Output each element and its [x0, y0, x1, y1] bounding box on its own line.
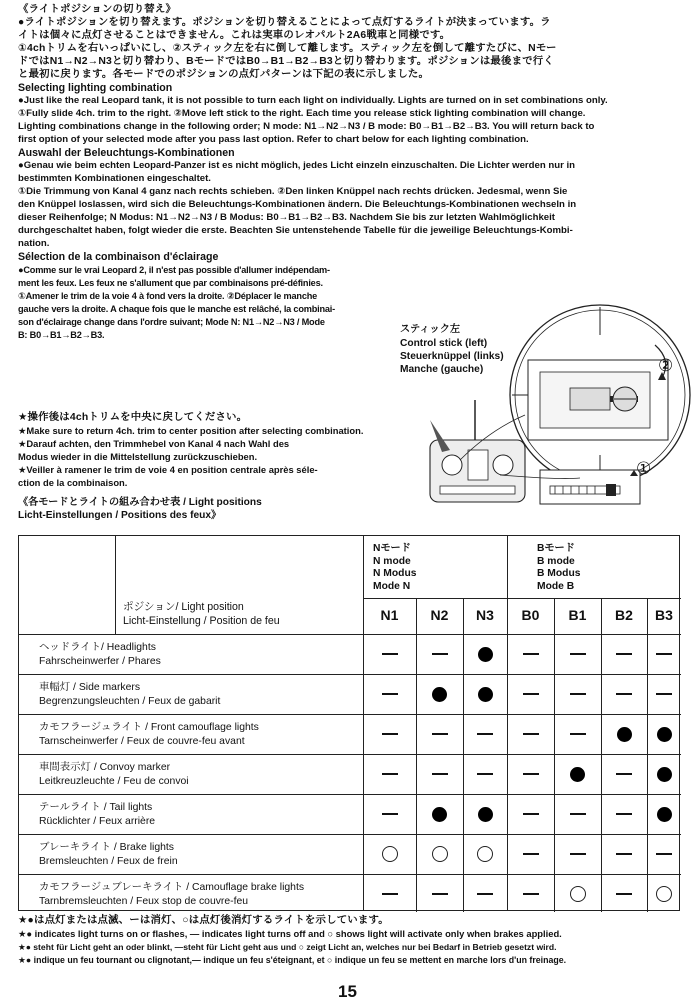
- light-off-mark: [382, 813, 398, 815]
- fr-line-2: ment les feux. Les feux ne s'allument que par combinaisons pré-définies.: [18, 278, 323, 288]
- light-off-mark: [523, 773, 539, 775]
- step-number-1: ①: [636, 459, 652, 478]
- row-label: [39, 721, 259, 748]
- de-line-3: ①Die Trimmung von Kanal 4 ganz nach rechts schieben. ②Den linken Knüppel nach rechts drücken. Jedesmal, wenn Sie: [18, 186, 568, 197]
- row-label-secondary: Tarnscheinwerfer / Feux de couvre-feu avant: [39, 735, 245, 747]
- row-label-primary: ブレーキライト / Brake lights: [39, 842, 174, 853]
- brake-activate-mark: [432, 846, 448, 862]
- b-mode-header: [537, 543, 580, 593]
- row-label: [39, 881, 304, 908]
- table-cell: [601, 634, 647, 674]
- row-label: [39, 681, 220, 708]
- table-cell: [554, 674, 601, 714]
- column-header-n1: N1: [380, 607, 399, 623]
- table-cell: [416, 794, 463, 834]
- table-cell: [363, 794, 416, 834]
- light-positions-table: [18, 535, 680, 911]
- fr-line-1: ●Comme sur le vrai Leopard 2, il n'est pas possible d'allumer indépendam-: [18, 265, 330, 275]
- table-cell: [416, 754, 463, 794]
- jp-line-5: と最初に戻ります。各モードでのポジションの点灯パターンは下記の表に示しました。: [18, 69, 430, 80]
- table-cell: [416, 714, 463, 754]
- light-off-mark: [477, 893, 493, 895]
- light-off-mark: [523, 893, 539, 895]
- table-cell: [647, 834, 681, 874]
- table-cell: [507, 794, 554, 834]
- grid-hline-mode: [363, 598, 681, 599]
- table-cell: [647, 714, 681, 754]
- table-cell: [363, 834, 416, 874]
- light-on-mark: [657, 807, 672, 822]
- table-cell: [463, 754, 507, 794]
- light-on-mark: [432, 807, 447, 822]
- de-line-5: dieser Reihenfolge; N Modus: N1→N2→N3 / B Modus: B0→B1→B2→B3. Nachdem Sie bis zur letzten Wahlmöglichkeit: [18, 212, 555, 223]
- table-title-1: 《各モードとライトの組み合わせ表 / Light positions: [18, 497, 262, 508]
- table-cell: [507, 874, 554, 914]
- grid-hline-header-stub: [19, 634, 115, 635]
- brake-activate-mark: [656, 886, 672, 902]
- light-off-mark: [382, 733, 398, 735]
- table-cell: [463, 834, 507, 874]
- light-off-mark: [570, 733, 586, 735]
- position-header-jp: ポジション/ Light position: [123, 601, 244, 613]
- light-off-mark: [382, 893, 398, 895]
- table-cell: [363, 714, 416, 754]
- light-off-mark: [570, 693, 586, 695]
- table-cell: [601, 834, 647, 874]
- n-mode-fr: Mode N: [373, 580, 411, 592]
- n-mode-en: N mode: [373, 555, 411, 567]
- left-stick-gimbal: [442, 455, 462, 475]
- row-label-primary: テールライト / Tail lights: [39, 802, 153, 813]
- table-cell: [554, 874, 601, 914]
- note-en: ★Make sure to return 4ch. trim to center position after selecting combination.: [18, 425, 364, 436]
- light-off-mark: [477, 773, 493, 775]
- table-cell: [647, 874, 681, 914]
- table-cell: [647, 754, 681, 794]
- light-off-mark: [523, 733, 539, 735]
- b-mode-de: B Modus: [537, 568, 581, 579]
- table-cell: [601, 714, 647, 754]
- n-mode-jp: Nモード: [373, 543, 411, 554]
- note-de-1: ★Darauf achten, den Trimmhebel von Kanal 4 nach Wahl des: [18, 438, 290, 449]
- stick-label-jp: スティック左: [400, 324, 461, 335]
- light-off-mark: [616, 853, 632, 855]
- table-cell: [507, 714, 554, 754]
- table-cell: [463, 714, 507, 754]
- row-label-secondary: Rücklichter / Feux arrière: [39, 815, 156, 827]
- table-cell: [507, 674, 554, 714]
- de-line-2: bestimmten Kombinationen eingeschaltet.: [18, 173, 211, 184]
- light-on-mark: [657, 727, 672, 742]
- row-label: [39, 761, 189, 788]
- trim-knob: [606, 484, 616, 496]
- table-cell: [554, 834, 601, 874]
- row-label-primary: カモフラージュブレーキライト / Camouflage brake lights: [39, 882, 305, 893]
- de-line-6: durchgeschaltet haben, folgt wieder die erste. Beachten Sie untenstehende Tabelle für die jeweilige Beleuchtungs-Kombi-: [18, 225, 573, 236]
- table-cell: [507, 834, 554, 874]
- light-off-mark: [432, 773, 448, 775]
- de-line-4: den Knüppel loslassen, wird sich die Beleuchtungs-Kombinationen ändern. Die Beleuchtungs-Kombinationen wechseln in: [18, 199, 577, 210]
- light-off-mark: [616, 773, 632, 775]
- table-cell: [554, 754, 601, 794]
- light-off-mark: [570, 853, 586, 855]
- fr-line-3: ①Amener le trim de la voie 4 à fond vers la droite. ②Déplacer le manche: [18, 291, 318, 301]
- de-heading: Auswahl der Beleuchtungs-Kombinationen: [18, 147, 235, 159]
- stick-base: [570, 388, 610, 410]
- table-cell: [647, 674, 681, 714]
- light-on-mark: [478, 687, 493, 702]
- jp-heading: 《ライトポジションの切り替え》: [18, 4, 177, 15]
- row-label-primary: カモフラージュライト / Front camouflage lights: [39, 722, 259, 733]
- n-mode-header: [373, 543, 416, 593]
- brake-activate-mark: [570, 886, 586, 902]
- column-header-n3: N3: [476, 607, 494, 623]
- light-off-mark: [432, 893, 448, 895]
- b-mode-en: B mode: [537, 555, 575, 567]
- fr-line-5: son d'éclairage change dans l'ordre suivant; Mode N: N1→N2→N3 / Mode: [18, 317, 325, 327]
- center-display: [468, 450, 488, 480]
- stick-label-en: Control stick (left): [400, 338, 488, 349]
- table-cell: [601, 754, 647, 794]
- en-line-2: ①Fully slide 4ch. trim to the right. ②Move left stick to the right. Each time you release stick lighting combination will change.: [18, 108, 586, 119]
- legend-en: ★● indicates light turns on or flashes, — indicates light turns off and ○ shows light will activate only when brakes applied.: [18, 928, 562, 939]
- legend-jp: ★●は点灯または点滅、ーは消灯、○は点灯後消灯するライトを示しています。: [18, 915, 389, 926]
- note-jp: ★操作後は4chトリムを中央に戻してください。: [18, 412, 248, 423]
- row-label-secondary: Tarnbremsleuchten / Feux stop de couvre-feu: [39, 895, 249, 907]
- table-cell: [601, 794, 647, 834]
- table-cell: [647, 634, 681, 674]
- light-off-mark: [656, 693, 672, 695]
- table-cell: [554, 714, 601, 754]
- transmitter-illustration: [400, 300, 700, 510]
- light-off-mark: [432, 733, 448, 735]
- table-cell: [463, 674, 507, 714]
- jp-line-4: ドではN1→N2→N3と切り替わり、BモードではB0→B1→B2→B3と切り替わります。ポジションは最後まで行く: [18, 56, 554, 67]
- row-label-primary: 車間表示灯 / Convoy marker: [39, 762, 171, 773]
- note-fr-1: ★Veiller à ramener le trim de voie 4 en position centrale après séle-: [18, 464, 318, 475]
- light-off-mark: [523, 653, 539, 655]
- table-cell: [507, 634, 554, 674]
- fr-line-6: B: B0→B1→B2→B3.: [18, 330, 105, 340]
- step-number-2: ②: [658, 356, 674, 375]
- table-cell: [416, 874, 463, 914]
- light-off-mark: [382, 773, 398, 775]
- table-title-2: Licht-Einstellungen / Positions des feux》: [18, 510, 222, 521]
- column-header-b1: B1: [568, 607, 587, 623]
- light-off-mark: [382, 653, 398, 655]
- table-cell: [463, 794, 507, 834]
- row-label-primary: 車幅灯 / Side markers: [39, 682, 141, 693]
- light-on-mark: [657, 767, 672, 782]
- light-on-mark: [617, 727, 632, 742]
- de-line-7: nation.: [18, 238, 50, 249]
- table-cell: [416, 674, 463, 714]
- note-de-2: Modus wieder in die Mittelstellung zurückzuschieben.: [18, 451, 258, 462]
- light-on-mark: [432, 687, 447, 702]
- light-off-mark: [570, 813, 586, 815]
- table-cell: [363, 634, 416, 674]
- table-cell: [363, 674, 416, 714]
- legend-de: ★● steht für Licht geht an oder blinkt, —steht für Licht geht aus und ○ zeigt Licht an, welches nur bei Bedarf in Betrieb gesetzt wird.: [18, 942, 557, 952]
- light-off-mark: [616, 813, 632, 815]
- page-number: 15: [338, 982, 357, 1001]
- en-line-1: ●Just like the real Leopard tank, it is not possible to turn each light on individually. Lights are turned on in set combinations only.: [18, 95, 608, 106]
- fr-line-4: gauche vers la droite. A chaque fois que le manche est relâché, la combinai-: [18, 304, 336, 314]
- trim-switches: [440, 486, 515, 494]
- stick-label-de: Steuerknüppel (links): [400, 351, 504, 362]
- light-off-mark: [656, 853, 672, 855]
- table-cell: [416, 834, 463, 874]
- light-off-mark: [523, 853, 539, 855]
- row-label-secondary: Leitkreuzleuchte / Feu de convoi: [39, 775, 189, 787]
- row-label: [39, 801, 155, 828]
- jp-line-3: ①4chトリムを右いっぱいにし、②スティック左を右に倒して離します。スティック左を倒して離すたびに、Nモー: [18, 43, 557, 54]
- stick-label-fr: Manche (gauche): [400, 364, 484, 375]
- light-on-mark: [478, 807, 493, 822]
- column-header-b2: B2: [615, 607, 633, 623]
- n-mode-de: N Modus: [373, 568, 417, 579]
- row-label: [39, 841, 178, 868]
- table-cell: [601, 674, 647, 714]
- light-off-mark: [616, 693, 632, 695]
- brake-activate-mark: [477, 846, 493, 862]
- right-stick-gimbal: [493, 455, 513, 475]
- column-header-b0: B0: [521, 607, 540, 623]
- jp-line-2: イトは個々に点灯させることはできません。これは実車のレオパルト2A6戦車と同様です。: [18, 30, 451, 41]
- table-cell: [554, 794, 601, 834]
- row-label: [39, 641, 161, 668]
- position-header: [123, 601, 280, 628]
- column-header-n2: N2: [430, 607, 449, 623]
- light-off-mark: [523, 693, 539, 695]
- light-on-mark: [570, 767, 585, 782]
- light-on-mark: [478, 647, 493, 662]
- table-cell: [363, 874, 416, 914]
- en-line-3: Lighting combinations change in the following order; N mode: N1→N2→N3 / B mode: B0→B1→B2→B3. You will return back to: [18, 121, 595, 132]
- b-mode-fr: Mode B: [537, 580, 575, 592]
- light-off-mark: [616, 893, 632, 895]
- light-off-mark: [432, 653, 448, 655]
- en-heading: Selecting lighting combination: [18, 82, 173, 94]
- table-cell: [554, 634, 601, 674]
- row-label-secondary: Fahrscheinwerfer / Phares: [39, 655, 161, 667]
- light-off-mark: [570, 653, 586, 655]
- grid-vline-stub: [115, 536, 116, 634]
- brake-activate-mark: [382, 846, 398, 862]
- row-label-secondary: Bremsleuchten / Feux de frein: [39, 855, 178, 867]
- en-line-4: first option of your selected mode after you pass last option. Refer to chart below for each lighting combination.: [18, 134, 529, 145]
- light-off-mark: [523, 813, 539, 815]
- light-off-mark: [656, 653, 672, 655]
- position-header-de: Licht-Einstellung / Position de feu: [123, 614, 280, 627]
- table-cell: [601, 874, 647, 914]
- b-mode-jp: Bモード: [537, 543, 575, 554]
- note-fr-2: ction de la combinaison.: [18, 477, 128, 488]
- table-cell: [416, 634, 463, 674]
- light-off-mark: [382, 693, 398, 695]
- column-header-b3: B3: [655, 607, 673, 623]
- table-cell: [647, 794, 681, 834]
- row-label-secondary: Begrenzungsleuchten / Feux de gabarit: [39, 695, 221, 707]
- table-cell: [463, 634, 507, 674]
- jp-line-1: ●ライトポジションを切り替えます。ポジションを切り替えることによって点灯するライトが決まっています。ラ: [18, 17, 551, 28]
- legend-fr: ★● indique un feu tournant ou clignotant,— indique un feu s'éteignant, et ○ indique un feu se mettent en marche lors d'un freinage.: [18, 955, 567, 965]
- light-off-mark: [616, 653, 632, 655]
- de-line-1: ●Genau wie beim echten Leopard-Panzer ist es nicht möglich, jedes Licht einzeln einzuschalten. Die Lichter werden nur in: [18, 160, 576, 171]
- table-cell: [507, 754, 554, 794]
- table-cell: [463, 874, 507, 914]
- fr-heading: Sélection de la combinaison d'éclairage: [18, 251, 219, 263]
- row-label-primary: ヘッドライト/ Headlights: [39, 642, 156, 653]
- light-off-mark: [477, 733, 493, 735]
- table-cell: [363, 754, 416, 794]
